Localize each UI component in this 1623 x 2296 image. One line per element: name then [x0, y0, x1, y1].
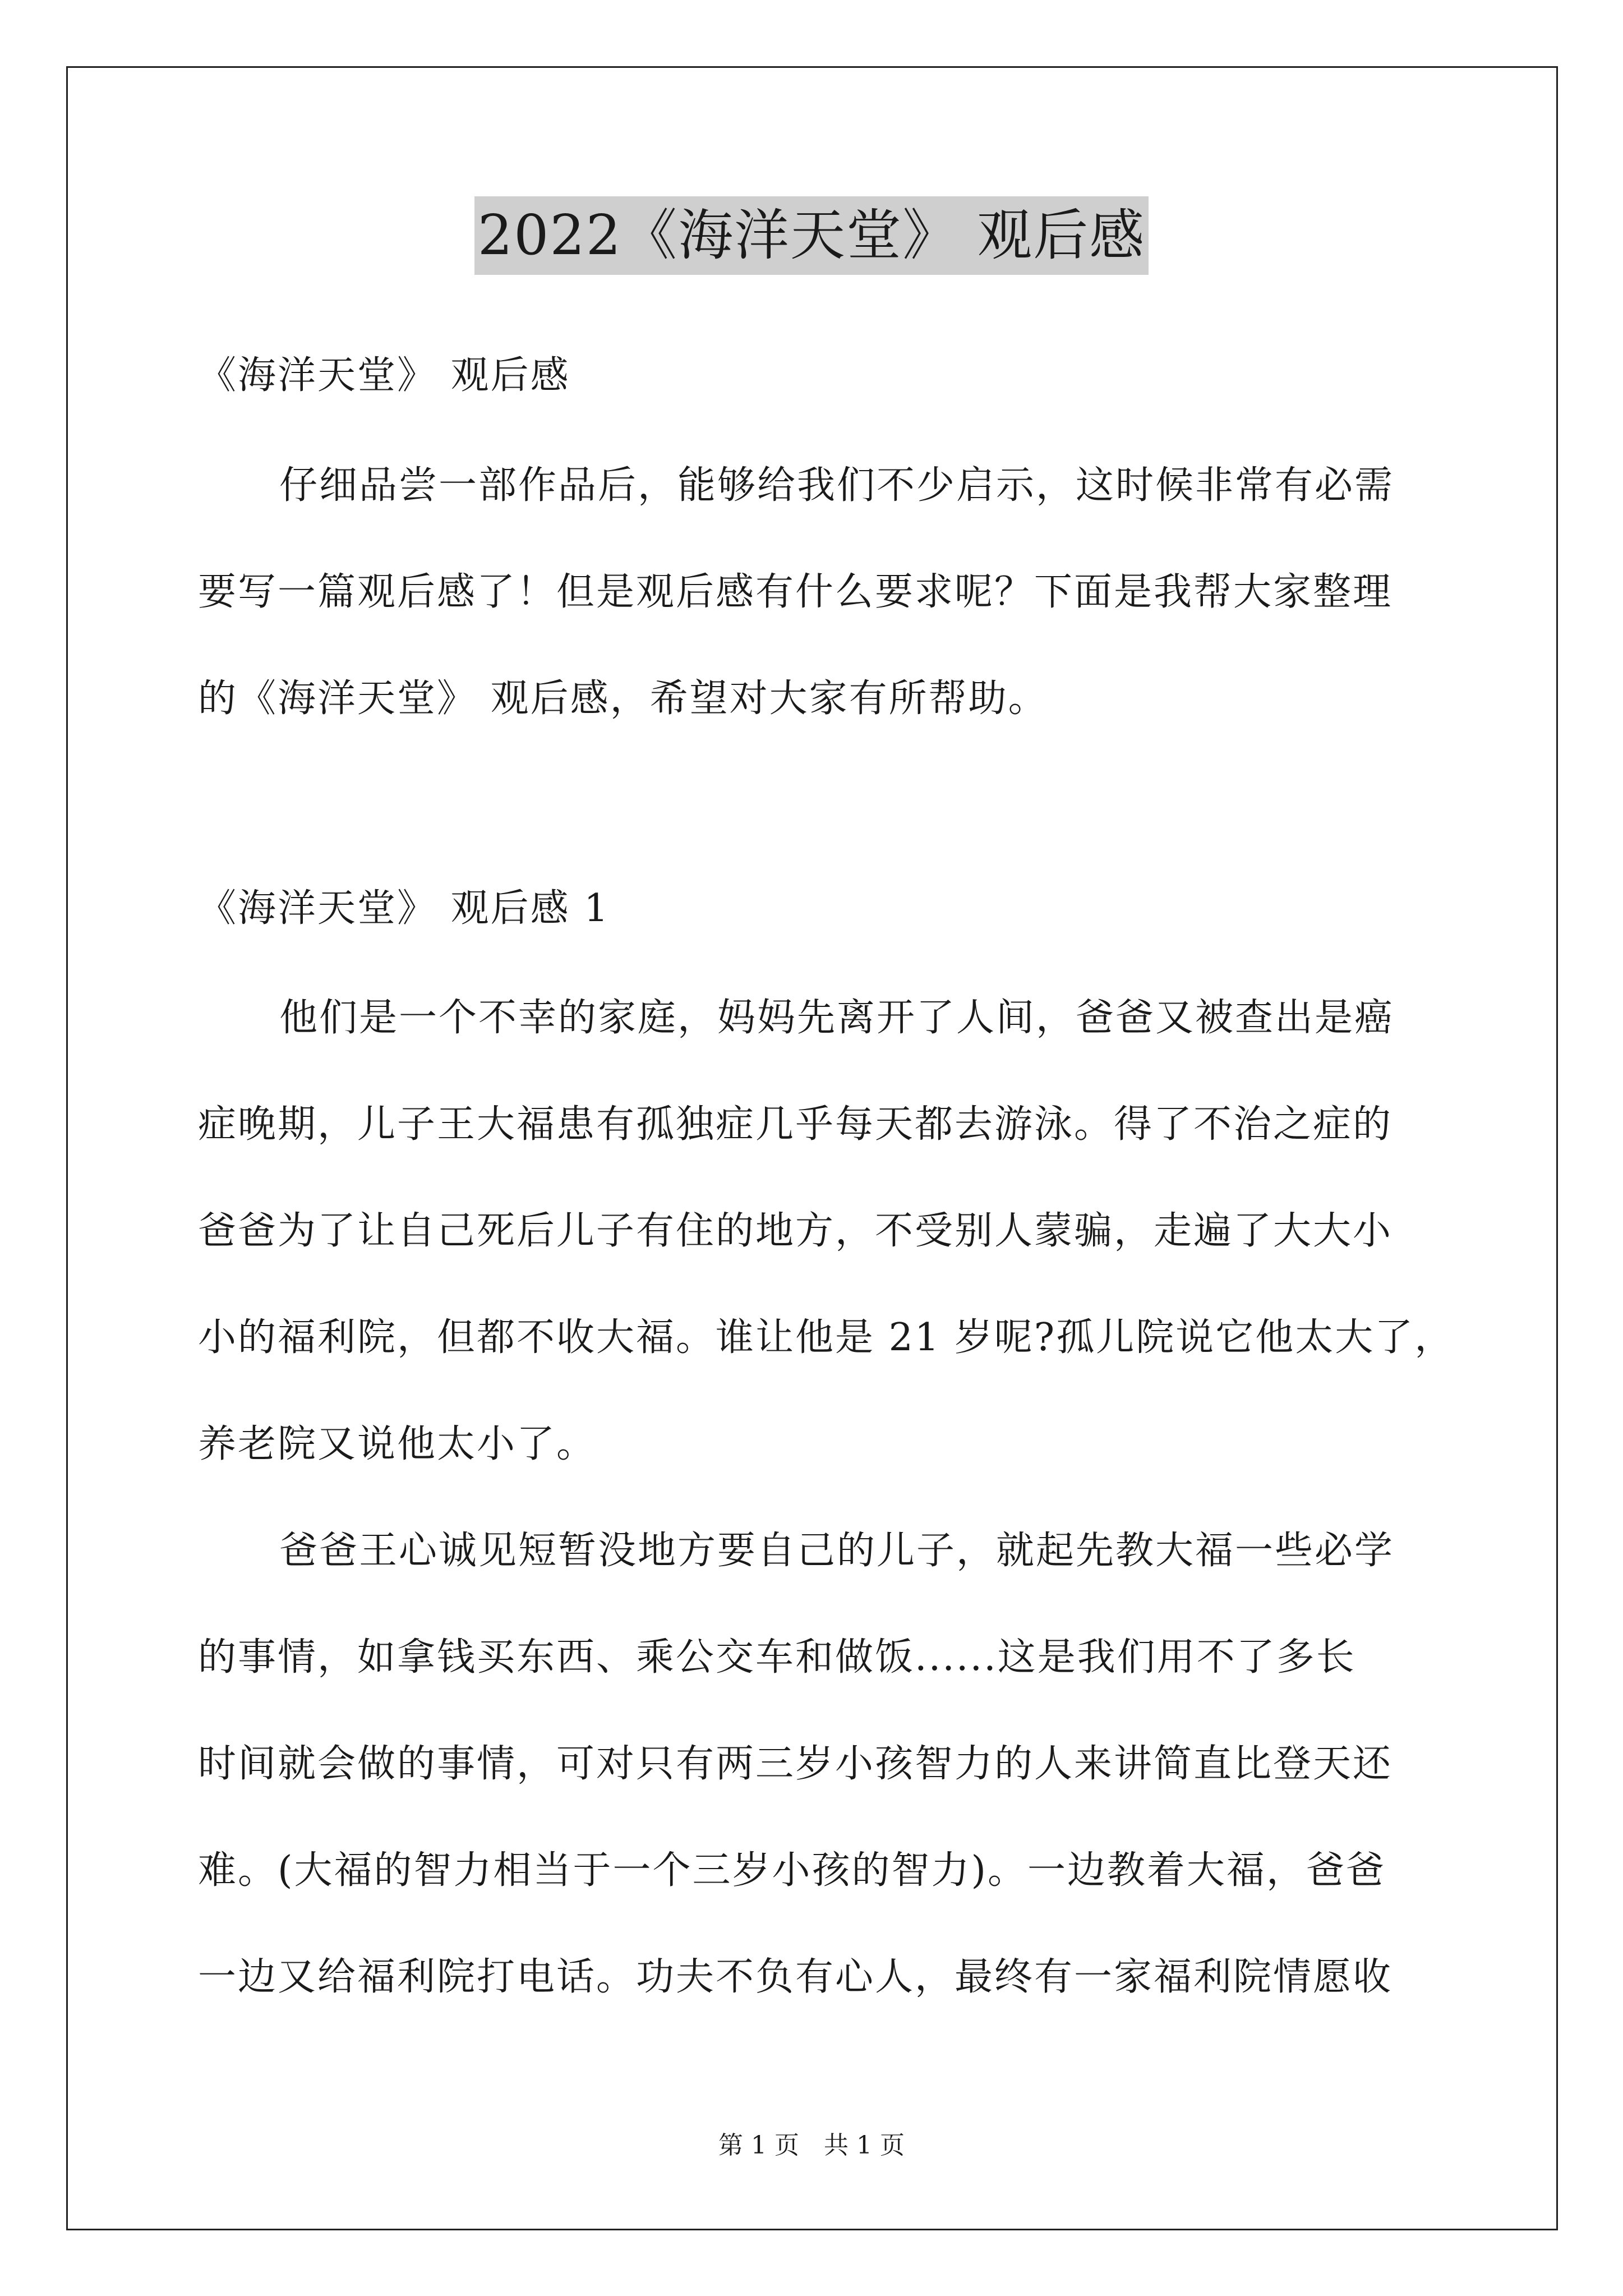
page-footer: 第 1 页 共 1 页	[718, 2131, 905, 2160]
intro-line: 的《海洋天堂》 观后感，希望对大家有所帮助。	[198, 677, 1048, 721]
intro-line: 仔细品尝一部作品后，能够给我们不少启示，这时候非常有必需	[279, 463, 1395, 508]
paragraph-line: 爸爸王心诚见短暂没地方要自己的儿子，就起先教大福一些必学	[279, 1529, 1395, 1573]
paragraph-line: 养老院又说他太小了。	[198, 1422, 597, 1466]
title-container	[0, 196, 1623, 275]
intro-line: 要写一篇观后感了！但是观后感有什么要求呢？下面是我帮大家整理	[198, 570, 1393, 614]
paragraph-line: 他们是一个不幸的家庭，妈妈先离开了人间，爸爸又被查出是癌	[279, 996, 1395, 1040]
paragraph-line: 症晚期，儿子王大福患有孤独症几乎每天都去游泳。得了不治之症的	[198, 1102, 1393, 1147]
document-title: 2022《海洋天堂》 观后感	[474, 196, 1149, 275]
section-heading: 《海洋天堂》 观后感 1	[198, 886, 610, 931]
paragraph-line: 小的福利院，但都不收大福。谁让他是 21 岁呢?孤儿院说它他太大了，	[198, 1315, 1455, 1360]
paragraph-line: 难。(大福的智力相当于一个三岁小孩的智力)。一边教着大福，爸爸	[198, 1848, 1386, 1893]
paragraph-line: 一边又给福利院打电话。功夫不负有心人，最终有一家福利院情愿收	[198, 1955, 1393, 1999]
subtitle: 《海洋天堂》 观后感	[198, 353, 570, 398]
paragraph-line: 的事情，如拿钱买东西、乘公交车和做饭......这是我们用不了多长	[198, 1635, 1356, 1680]
paragraph-line: 爸爸为了让自己死后儿子有住的地方，不受别人蒙骗，走遍了大大小	[198, 1209, 1393, 1253]
paragraph-line: 时间就会做的事情，可对只有两三岁小孩智力的人来讲简直比登天还	[198, 1742, 1393, 1786]
